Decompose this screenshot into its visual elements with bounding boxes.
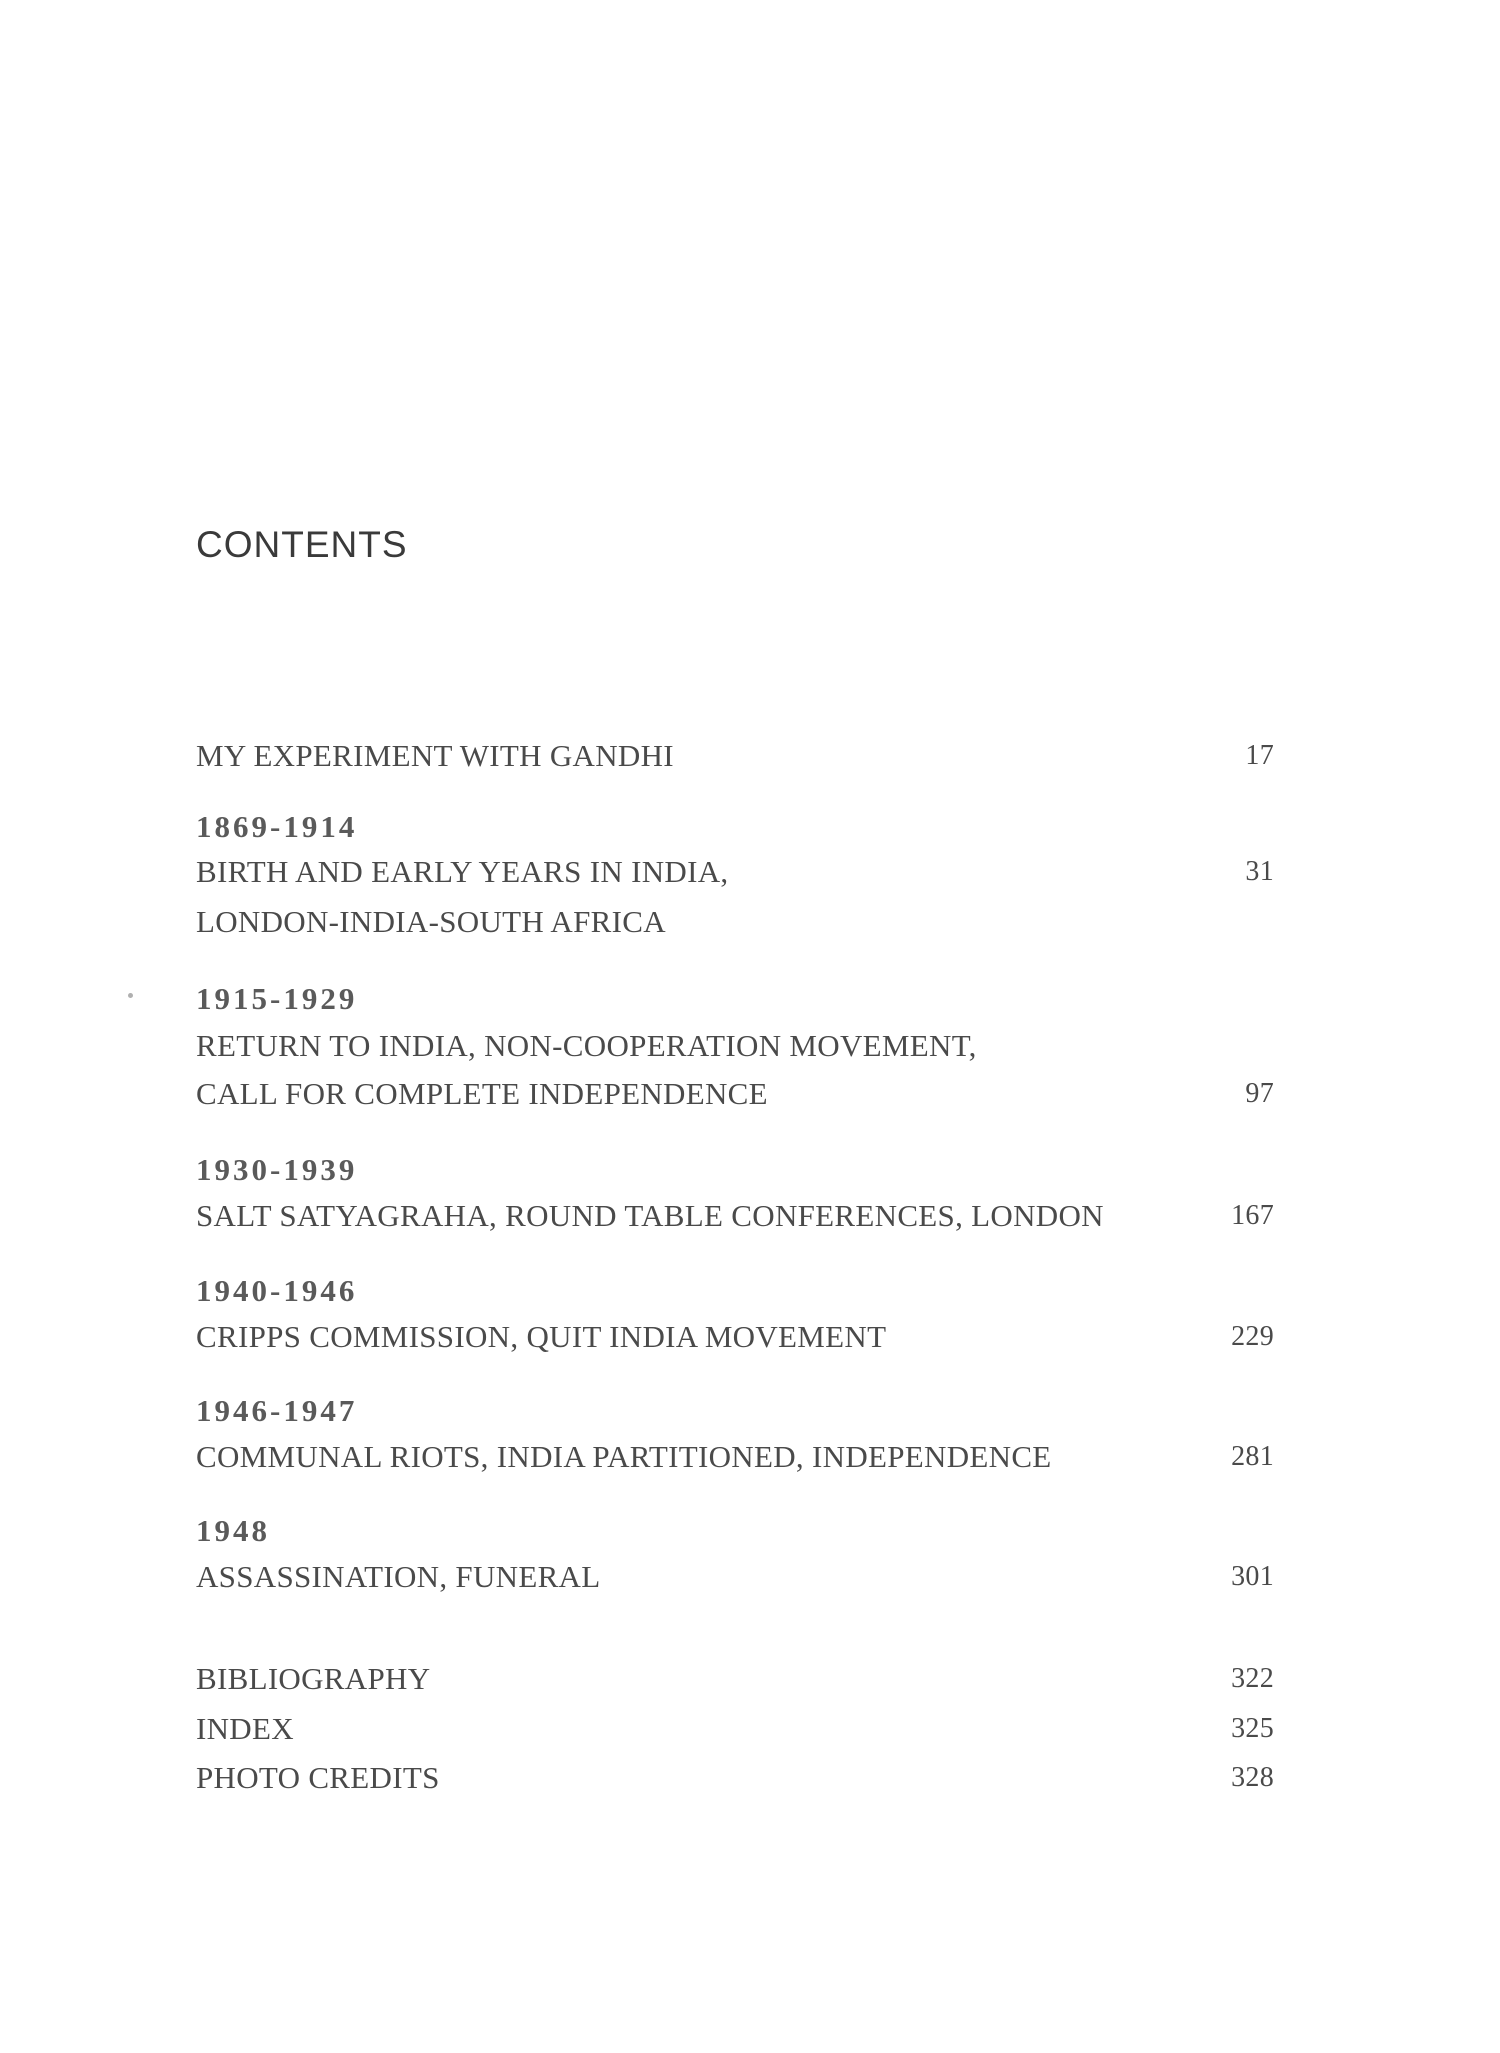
toc-entry-title: BIBLIOGRAPHY [196, 1661, 431, 1696]
toc-page-number: 97 [1245, 1078, 1274, 1109]
toc-entry-title: PHOTO CREDITS [196, 1760, 440, 1795]
toc-page-number: 167 [1231, 1200, 1274, 1231]
toc-page-number: 328 [1231, 1762, 1274, 1793]
toc-page-number: 229 [1231, 1321, 1274, 1352]
toc-entry-title: CRIPPS COMMISSION, QUIT INDIA MOVEMENT [196, 1319, 887, 1354]
toc-page-number: 301 [1231, 1561, 1274, 1592]
section-years-1946-1947: 1946-1947 [196, 1393, 358, 1428]
toc-entry-title: INDEX [196, 1711, 294, 1746]
toc-entry-title-line2: CALL FOR COMPLETE INDEPENDENCE [196, 1076, 768, 1111]
scan-speck [128, 993, 133, 998]
toc-page-number: 31 [1245, 856, 1274, 887]
section-years-1948: 1948 [196, 1513, 270, 1548]
toc-entry-title: COMMUNAL RIOTS, INDIA PARTITIONED, INDEPENDENCE [196, 1439, 1052, 1474]
toc-entry-title: RETURN TO INDIA, NON-COOPERATION MOVEMENT, [196, 1028, 977, 1063]
section-years-1940-1946: 1940-1946 [196, 1273, 358, 1308]
section-years-1915-1929: 1915-1929 [196, 981, 358, 1016]
toc-entry-title-line2: LONDON-INDIA-SOUTH AFRICA [196, 904, 666, 939]
section-years-1930-1939: 1930-1939 [196, 1152, 358, 1187]
toc-page-number: 281 [1231, 1441, 1274, 1472]
toc-page-number: 322 [1231, 1663, 1274, 1694]
toc-page-number: 17 [1245, 740, 1274, 771]
toc-entry-title: SALT SATYAGRAHA, ROUND TABLE CONFERENCES, LONDON [196, 1198, 1104, 1233]
toc-entry-title: MY EXPERIMENT WITH GANDHI [196, 738, 674, 773]
toc-entry-title: ASSASSINATION, FUNERAL [196, 1559, 601, 1594]
toc-page-number: 325 [1231, 1713, 1274, 1744]
section-years-1869-1914: 1869-1914 [196, 809, 358, 844]
toc-entry-title: BIRTH AND EARLY YEARS IN INDIA, [196, 854, 729, 889]
page-title: CONTENTS [196, 524, 408, 565]
